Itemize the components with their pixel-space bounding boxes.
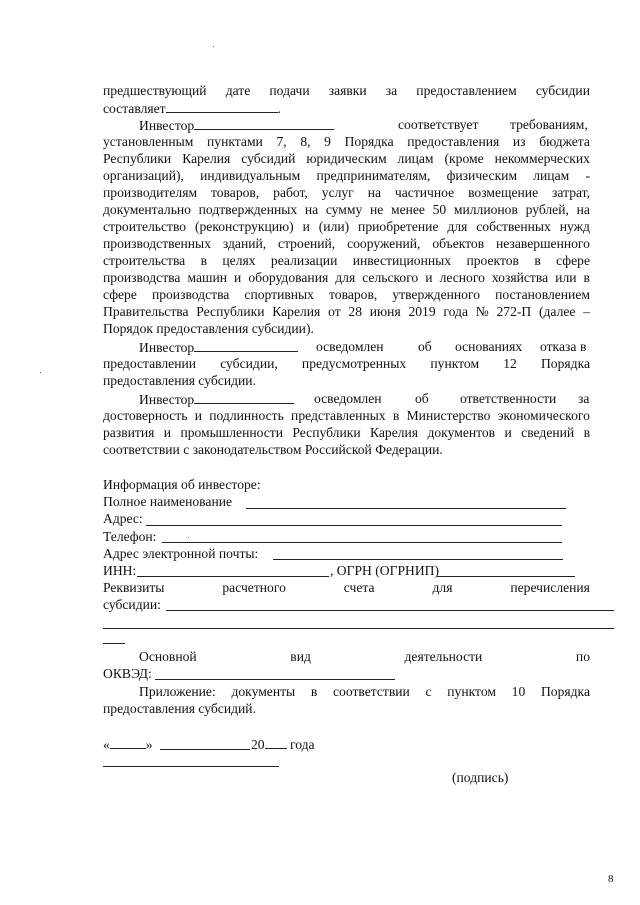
para2-line4 bbox=[103, 167, 590, 184]
word: нужд bbox=[559, 219, 590, 234]
word: товаров, bbox=[329, 287, 378, 302]
para2-line9 bbox=[103, 252, 590, 269]
para3-word: в bbox=[580, 339, 587, 354]
word: предоставлении bbox=[103, 356, 197, 371]
word: субсидий bbox=[241, 151, 296, 166]
word: и bbox=[504, 425, 512, 440]
word: индивидуальным bbox=[200, 168, 301, 183]
okved-field[interactable] bbox=[155, 679, 395, 680]
inn-field[interactable] bbox=[137, 576, 329, 577]
para4-word: осведомлен bbox=[314, 391, 382, 406]
subsidy-field-2[interactable] bbox=[103, 628, 614, 629]
year-field[interactable] bbox=[265, 735, 287, 749]
phone-field[interactable] bbox=[162, 542, 562, 543]
word: Министерство bbox=[406, 408, 491, 423]
word: частичное bbox=[394, 185, 455, 200]
word: 9 bbox=[324, 134, 331, 149]
word: документы bbox=[231, 684, 296, 699]
word: и bbox=[234, 270, 242, 285]
word: (или) bbox=[318, 219, 350, 234]
address-field[interactable] bbox=[146, 525, 562, 526]
para2-line6 bbox=[103, 201, 590, 218]
word: сумму bbox=[325, 202, 363, 217]
para4-line2 bbox=[103, 407, 590, 424]
word: достоверность bbox=[103, 408, 188, 423]
word: оборудования bbox=[248, 270, 329, 285]
word: юридическим bbox=[306, 151, 387, 166]
period: . bbox=[277, 101, 281, 116]
word: Порядка bbox=[344, 134, 394, 149]
word: предоставлением bbox=[416, 83, 517, 98]
word: Приложение: bbox=[139, 684, 216, 699]
word: июня bbox=[369, 304, 401, 319]
word: субсидии bbox=[535, 83, 590, 98]
word: из bbox=[512, 134, 526, 149]
word: производителям bbox=[103, 185, 198, 200]
word: 8, bbox=[300, 134, 311, 149]
word: с bbox=[425, 684, 432, 699]
attachment-line2: предоставления субсидий. bbox=[103, 701, 256, 716]
word: некоммерческих bbox=[494, 151, 590, 166]
para2-word: соответствует bbox=[398, 117, 479, 132]
word: инвестиционных bbox=[352, 253, 452, 268]
activity-line bbox=[139, 648, 590, 665]
word: менее bbox=[390, 202, 425, 217]
subsidy-label: субсидии: bbox=[103, 597, 161, 612]
word: производственных bbox=[103, 236, 211, 251]
signature-field[interactable] bbox=[103, 766, 279, 767]
attachment-line bbox=[139, 683, 590, 700]
word: деятельности bbox=[404, 649, 483, 664]
para4-line3 bbox=[103, 424, 590, 441]
word: Порядка bbox=[540, 684, 590, 699]
address-label: Адрес: bbox=[103, 511, 143, 526]
word: перечисления bbox=[510, 580, 590, 595]
blank-field bbox=[166, 99, 278, 113]
word: - bbox=[585, 168, 590, 183]
para3-word: основаниях bbox=[455, 339, 523, 354]
ogrn-label: , ОГРН (ОГРНИП) bbox=[330, 563, 439, 578]
word: (далее bbox=[538, 304, 576, 319]
word: для bbox=[432, 580, 453, 595]
word: 2019 bbox=[408, 304, 436, 319]
para1-line1 bbox=[103, 82, 590, 99]
word: экономического bbox=[497, 408, 590, 423]
word: на bbox=[367, 185, 381, 200]
page-number: 8 bbox=[608, 873, 614, 885]
subsidy-field-3[interactable] bbox=[103, 643, 125, 644]
investor-blank bbox=[194, 390, 294, 404]
word: в bbox=[200, 253, 208, 268]
word: приобретение bbox=[358, 219, 439, 234]
word: физическим bbox=[446, 168, 518, 183]
word: 12 bbox=[503, 356, 517, 371]
word: от bbox=[328, 304, 341, 319]
word: подлинность bbox=[209, 408, 284, 423]
para2-line5 bbox=[103, 184, 590, 201]
word: Республики bbox=[196, 304, 265, 319]
word: миллионов bbox=[453, 202, 518, 217]
word: предоставления bbox=[407, 134, 500, 149]
word: Карелия bbox=[182, 151, 231, 166]
phone-label: Телефон: bbox=[103, 529, 157, 544]
para4-line1-left bbox=[139, 390, 294, 408]
para3-word: об bbox=[418, 339, 432, 354]
para3-line1-left bbox=[139, 338, 298, 356]
investor-blank bbox=[194, 116, 334, 130]
year-row bbox=[251, 735, 315, 753]
stray-mark bbox=[188, 537, 189, 538]
date-row bbox=[103, 735, 153, 753]
word: Карелия bbox=[370, 425, 419, 440]
word: в bbox=[392, 408, 400, 423]
word: дате bbox=[225, 83, 251, 98]
word: 28 bbox=[348, 304, 362, 319]
investor-label: Инвестор bbox=[139, 392, 195, 407]
word: документально bbox=[103, 202, 191, 217]
word: строений, bbox=[278, 236, 336, 251]
word: за bbox=[385, 83, 398, 98]
word: установленным bbox=[103, 134, 194, 149]
word: Карелия bbox=[272, 304, 321, 319]
investor-label: Инвестор bbox=[139, 340, 195, 355]
word: объектов bbox=[432, 236, 485, 251]
para2-line1-left bbox=[139, 116, 334, 134]
word: и bbox=[302, 219, 310, 234]
para2-word: требованиям, bbox=[510, 117, 588, 132]
word: целях bbox=[222, 253, 256, 268]
word: не bbox=[369, 202, 384, 217]
word: пунктом bbox=[430, 356, 480, 371]
para2-line2 bbox=[103, 133, 590, 150]
word: лесного bbox=[439, 270, 485, 285]
word: сведений bbox=[521, 425, 575, 440]
word: предпринимателям, bbox=[316, 168, 431, 183]
word: и bbox=[163, 425, 172, 440]
investor-label: Инвестор bbox=[139, 118, 195, 133]
word: хозяйства bbox=[491, 270, 549, 285]
word: реализации bbox=[270, 253, 338, 268]
para2-line12 bbox=[103, 303, 590, 320]
word: подачи bbox=[269, 83, 310, 98]
word: лицам bbox=[533, 168, 570, 183]
para2-line11 bbox=[103, 286, 590, 303]
word: 10 bbox=[511, 684, 526, 699]
requisites-line bbox=[103, 579, 590, 596]
para2-line8 bbox=[103, 235, 590, 252]
word: и bbox=[425, 270, 433, 285]
word: – bbox=[583, 304, 590, 319]
subsidy-field[interactable] bbox=[166, 610, 614, 611]
word: в bbox=[534, 253, 541, 268]
ogrn-field[interactable] bbox=[437, 576, 575, 577]
para4-word: ответственности bbox=[460, 391, 557, 406]
para2-line3 bbox=[103, 150, 590, 167]
para2-line10 bbox=[103, 269, 590, 286]
word: производства bbox=[151, 287, 230, 302]
para3-word: отказа bbox=[540, 339, 577, 354]
word: организаций), bbox=[103, 168, 184, 183]
word: пунктом bbox=[447, 684, 496, 699]
word: Республики bbox=[103, 151, 172, 166]
word: (реконструкцию) bbox=[194, 219, 294, 234]
word: подтвержденных bbox=[198, 202, 298, 217]
word: строительства bbox=[103, 253, 186, 268]
word: (кроме bbox=[444, 151, 484, 166]
word: услуг bbox=[321, 185, 354, 200]
word: машин bbox=[187, 270, 228, 285]
word: затрат, bbox=[552, 185, 590, 200]
para1-line2 bbox=[103, 99, 281, 117]
word: года bbox=[443, 304, 468, 319]
word: вид bbox=[290, 649, 311, 664]
word: для bbox=[447, 219, 468, 234]
word: Правительства bbox=[103, 304, 189, 319]
word: или bbox=[555, 270, 577, 285]
word: на bbox=[576, 202, 590, 217]
word: Республики bbox=[292, 425, 361, 440]
word: 50 bbox=[432, 202, 447, 217]
word: сфере bbox=[103, 287, 137, 302]
para3-line3: предоставления субсидии. bbox=[103, 373, 256, 388]
word: сооружений, bbox=[347, 236, 421, 251]
word: пунктами bbox=[207, 134, 263, 149]
word: заявки bbox=[328, 83, 367, 98]
word: спортивных bbox=[244, 287, 314, 302]
scan-speck bbox=[213, 46, 214, 47]
full-name-label: Полное наименование bbox=[103, 494, 233, 509]
word: Основной bbox=[139, 649, 197, 664]
month-field[interactable] bbox=[160, 749, 250, 750]
word: Порядка bbox=[540, 356, 590, 371]
word: сельского bbox=[362, 270, 419, 285]
word: документов bbox=[427, 425, 496, 440]
word: предшествующий bbox=[103, 83, 207, 98]
para2-line7 bbox=[103, 218, 590, 235]
word: для bbox=[335, 270, 356, 285]
inn-label: ИНН: bbox=[103, 563, 137, 578]
word: промышленности bbox=[180, 425, 284, 440]
word: в bbox=[310, 684, 318, 699]
word: № bbox=[475, 304, 489, 319]
word: соответствии bbox=[333, 684, 410, 699]
word: и bbox=[194, 408, 202, 423]
word: 272-П bbox=[496, 304, 532, 319]
word: проектов bbox=[466, 253, 519, 268]
year-suffix: года bbox=[290, 737, 315, 752]
email-label: Адрес электронной почты: bbox=[103, 546, 259, 561]
quote-open: « bbox=[103, 737, 110, 752]
year-prefix: 20 bbox=[251, 737, 265, 752]
word: по bbox=[575, 649, 590, 664]
word: зданий, bbox=[222, 236, 267, 251]
para3-word: осведомлен bbox=[316, 339, 384, 354]
full-name-field[interactable] bbox=[246, 508, 566, 509]
word: Реквизиты bbox=[103, 580, 165, 595]
word: 7, bbox=[276, 134, 287, 149]
word: возмещение bbox=[468, 185, 539, 200]
info-heading: Информация об инвесторе: bbox=[103, 477, 261, 492]
word: сфере bbox=[556, 253, 590, 268]
day-field[interactable] bbox=[110, 735, 146, 749]
word: незавершенного bbox=[496, 236, 590, 251]
para1-text: составляет bbox=[103, 101, 166, 116]
word: бюджета bbox=[539, 134, 590, 149]
para4-word: об bbox=[415, 391, 429, 406]
word: производства bbox=[103, 270, 181, 285]
para4-word: за bbox=[578, 391, 590, 406]
word: счета bbox=[343, 580, 375, 595]
para2-line13: Порядок предоставления субсидии). bbox=[103, 321, 314, 336]
quote-close: » bbox=[145, 737, 153, 752]
word: расчетного bbox=[222, 580, 286, 595]
word: на bbox=[304, 202, 319, 217]
okved-label: ОКВЭД: bbox=[103, 666, 152, 681]
word: предусмотренных bbox=[301, 356, 407, 371]
word: представленных bbox=[291, 408, 386, 423]
para4-line4: соответствии с законодательством Российской Федерации. bbox=[103, 442, 443, 457]
word: собственных bbox=[476, 219, 551, 234]
word: лицам bbox=[397, 151, 434, 166]
word: товаров, bbox=[210, 185, 260, 200]
word: в bbox=[583, 425, 590, 440]
word: утвержденного bbox=[392, 287, 480, 302]
email-field[interactable] bbox=[273, 559, 563, 560]
word: субсидии, bbox=[220, 356, 278, 371]
word: рублей, bbox=[525, 202, 569, 217]
word: постановлением bbox=[495, 287, 590, 302]
para3-line2 bbox=[103, 355, 590, 372]
investor-blank bbox=[194, 338, 298, 352]
word: работ, bbox=[273, 185, 308, 200]
word: в bbox=[583, 270, 590, 285]
word: развития bbox=[103, 425, 155, 440]
signature-caption: (подпись) bbox=[452, 770, 509, 785]
scan-speck bbox=[40, 372, 41, 373]
word: строительство bbox=[103, 219, 187, 234]
